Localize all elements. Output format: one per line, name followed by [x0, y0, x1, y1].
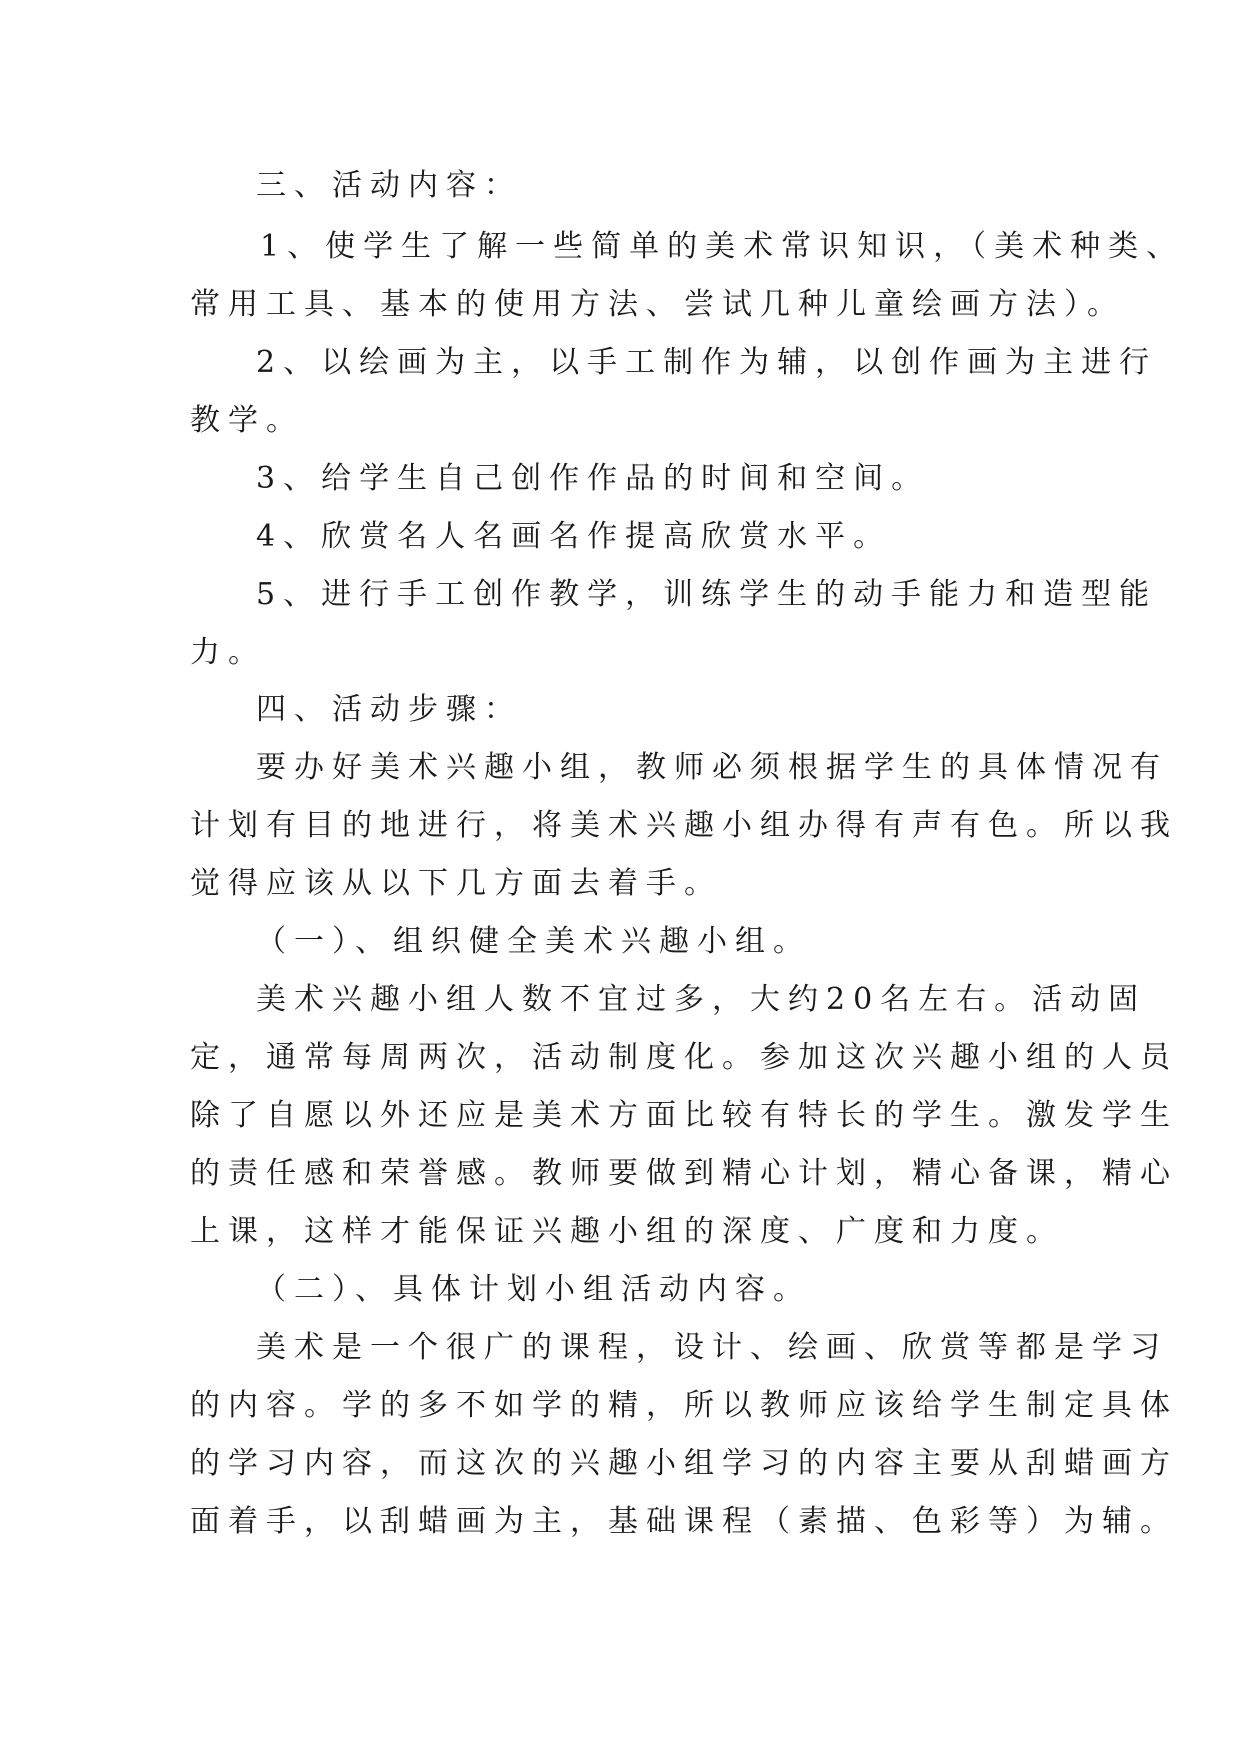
- paragraph-line: 定，通常每周两次，活动制度化。参加这次兴趣小组的人员: [190, 1040, 1178, 1075]
- section-heading-activity-content: 三、活动内容：: [256, 168, 522, 203]
- paragraph-line: 常用工具、基本的使用方法、尝试几种儿童绘画方法）。: [190, 287, 1125, 322]
- paragraph-line: 面着手，以刮蜡画为主，基础课程（素描、色彩等）为辅。: [190, 1504, 1178, 1539]
- section-heading-activity-steps: 四、活动步骤：: [256, 692, 522, 727]
- paragraph-line: 的学习内容，而这次的兴趣小组学习的内容主要从刮蜡画方: [190, 1446, 1178, 1481]
- subsection-heading-plan-content: （二）、具体计划小组活动内容。: [256, 1272, 811, 1307]
- paragraph-line: 要办好美术兴趣小组，教师必须根据学生的具体情况有: [256, 750, 1168, 785]
- paragraph-line: 上课，这样才能保证兴趣小组的深度、广度和力度。: [190, 1214, 1064, 1249]
- paragraph-line: 除了自愿以外还应是美术方面比较有特长的学生。激发学生: [190, 1098, 1178, 1133]
- paragraph-line: 觉得应该从以下几方面去着手。: [190, 866, 722, 901]
- paragraph-line: 的内容。学的多不如学的精，所以教师应该给学生制定具体: [190, 1388, 1178, 1423]
- paragraph-line: 4、欣赏名人名画名作提高欣赏水平。: [256, 519, 892, 554]
- paragraph-line: 计划有目的地进行，将美术兴趣小组办得有声有色。所以我: [190, 808, 1178, 843]
- paragraph-line: 美术兴趣小组人数不宜过多，大约20名左右。活动固: [256, 982, 1147, 1017]
- paragraph-line: 2、以绘画为主，以手工制作为辅，以创作画为主进行: [256, 345, 1158, 380]
- paragraph-line: 5、进行手工创作教学，训练学生的动手能力和造型能: [256, 577, 1158, 612]
- paragraph-line: 的责任感和荣誉感。教师要做到精心计划，精心备课，精心: [190, 1156, 1178, 1191]
- paragraph-line: 教学。: [190, 403, 304, 438]
- paragraph-line: 3、给学生自己创作作品的时间和空间。: [256, 461, 930, 496]
- paragraph-line: 力。: [190, 635, 266, 670]
- paragraph-line: 美术是一个很广的课程，设计、绘画、欣赏等都是学习: [256, 1330, 1168, 1365]
- paragraph-line: 1、使学生了解一些简单的美术常识知识，（美术种类、: [260, 229, 1185, 264]
- subsection-heading-organize-group: （一）、组织健全美术兴趣小组。: [256, 924, 811, 959]
